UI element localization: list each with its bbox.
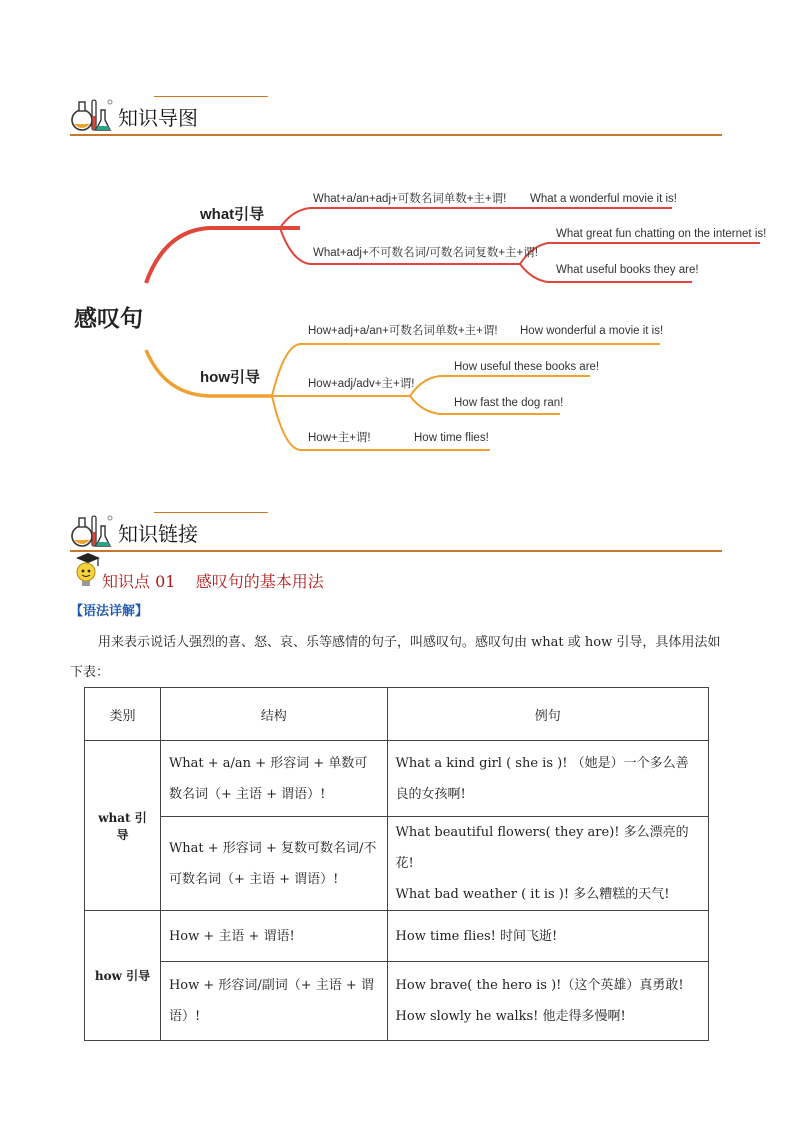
table-row bbox=[85, 911, 709, 962]
lightbulb-graduate-icon bbox=[70, 550, 104, 590]
example-sentence: How brave( the hero is )!（这个英雄）真勇敢! bbox=[395, 978, 684, 993]
mindmap-root: 感叹句 bbox=[74, 305, 143, 331]
structure-cell: What + 形容词 + 复数可数名词/不可数名词（+ 主语 + 谓语）! bbox=[160, 817, 387, 911]
example-sentence: How slowly he walks! 他走得多慢啊! bbox=[395, 1009, 626, 1024]
example-sentence: What bad weather ( it is )! 多么糟糕的天气! bbox=[395, 887, 670, 902]
intro-paragraph: 用来表示说话人强烈的喜、怒、哀、乐等感情的句子，叫感叹句。感叹句由 what 或 how 引导，具体用法如下表： bbox=[70, 635, 721, 680]
section-header-knowledge-link bbox=[70, 512, 722, 552]
table-header-category: 类别 bbox=[85, 688, 161, 741]
structure-cell: How + 形容词/副词（+ 主语 + 谓语）! bbox=[160, 962, 387, 1041]
what-pattern-1: What+a/an+adj+可数名词单数+主+谓! bbox=[313, 193, 507, 205]
example-sentence: What a kind girl ( she is )! （她是）一个多么善良的女孩啊! bbox=[395, 755, 689, 802]
how-example-1: How wonderful a movie it is! bbox=[520, 325, 664, 337]
how-pattern-1: How+adj+a/an+可数名词单数+主+谓! bbox=[308, 325, 498, 337]
example-cell bbox=[387, 911, 708, 962]
how-example-3: How fast the dog ran! bbox=[454, 397, 564, 409]
table-header-row bbox=[85, 688, 709, 741]
how-example-4: How time flies! bbox=[414, 432, 489, 444]
how-example-2: How useful these books are! bbox=[454, 361, 600, 373]
example-sentence: What beautiful flowers( they are)! 多么漂亮的花! bbox=[395, 825, 689, 871]
how-pattern-3: How+主+谓! bbox=[308, 432, 371, 444]
lab-flask-icon bbox=[70, 512, 116, 552]
table-row bbox=[85, 741, 709, 817]
section-title: 知识链接 bbox=[118, 522, 198, 546]
category-cell: what 引导 bbox=[85, 741, 161, 911]
grammar-table bbox=[84, 687, 709, 1041]
grammar-detail-tag: 【语法详解】 bbox=[70, 604, 149, 619]
what-pattern-2: What+adj+不可数名词/可数名词复数+主+谓! bbox=[313, 247, 538, 259]
what-example-1: What a wonderful movie it is! bbox=[530, 193, 678, 205]
structure-cell: How + 主语 + 谓语! bbox=[160, 911, 387, 962]
what-example-2: What great fun chatting on the internet is! bbox=[556, 228, 767, 240]
mindmap bbox=[0, 0, 794, 470]
table-header-structure: 结构 bbox=[160, 688, 387, 741]
header-top-line bbox=[154, 512, 268, 513]
example-cell bbox=[387, 741, 708, 817]
knowledge-point-heading bbox=[70, 552, 490, 591]
example-cell bbox=[387, 962, 708, 1041]
what-branch-label: what引导 bbox=[200, 206, 265, 223]
what-example-3: What useful books they are! bbox=[556, 264, 699, 276]
category-cell: how 引导 bbox=[85, 911, 161, 1041]
table-header-example: 例句 bbox=[387, 688, 708, 741]
table-row bbox=[85, 817, 709, 911]
how-branch-label: how引导 bbox=[200, 369, 260, 386]
knowledge-point-label: 知识点 01 感叹句的基本用法 bbox=[102, 572, 324, 591]
example-sentence: How time flies! 时间飞逝! bbox=[395, 928, 558, 944]
section-title: 知识导图 bbox=[118, 106, 198, 130]
table-row bbox=[85, 962, 709, 1041]
structure-cell: What + a/an + 形容词 + 单数可数名词（+ 主语 + 谓语）! bbox=[160, 741, 387, 817]
how-pattern-2: How+adj/adv+主+谓! bbox=[308, 378, 415, 390]
example-cell bbox=[387, 817, 708, 911]
what-trunk bbox=[146, 228, 300, 283]
